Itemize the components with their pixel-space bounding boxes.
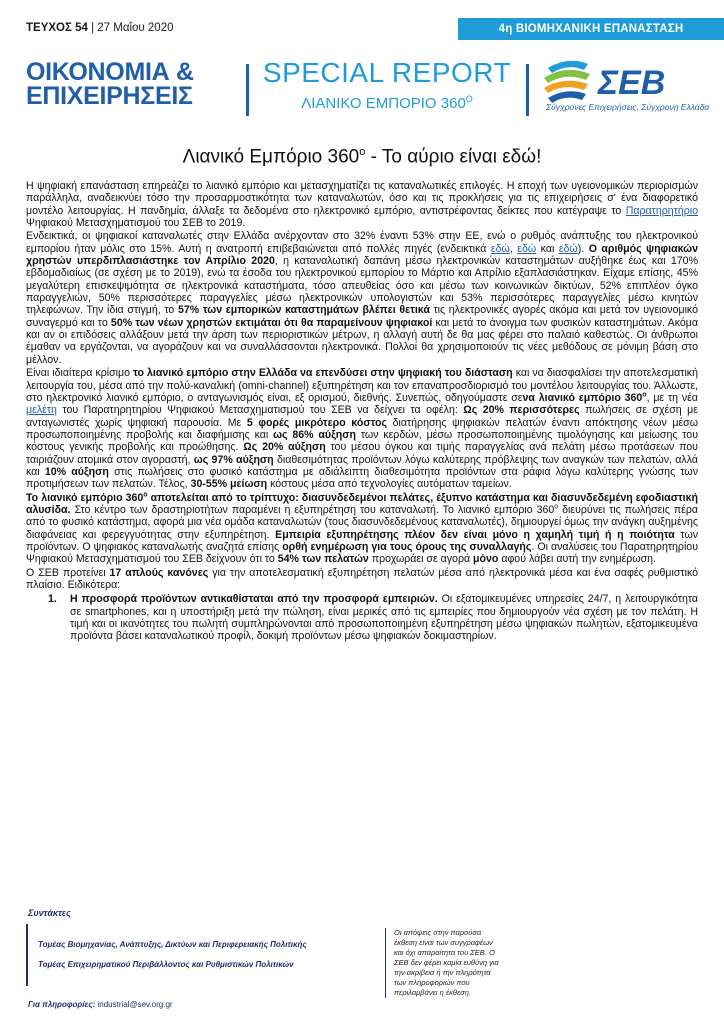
contact-info [28,1000,173,1009]
sev-logo-text: ΣΕΒ [598,64,666,102]
newsletter-name-line2: ΕΠΙΧΕΙΡΗΣΕΙΣ [26,82,193,110]
article-title: Λιανικό Εμπόριο $360^o$ - Το αύριο είναι εδώ! [182,146,542,168]
paragraph-2: Ενδεικτικά, οι ψηφιακοί καταναλωτές στην Ελλάδα ανέρχονταν στο 32% έναντι 53% στην ΕΕ, ενώ ο ρυθμός ανάπτυξης του ηλεκτρονικού εμπορίου ήταν μόλις στο 15%. Αυτή η ανατροπή επιβεβαιώνεται από πολλές πηγές (ενδεικτικά εδώ, εδώ και εδώ). Ο αριθμός ψηφιακών χρηστών υπερδιπλασιάστηκε τον Απρίλιο 2020, η καταναλωτική δαπάνη μέσω ηλεκτρονικών καταστημάτων αυξήθηκε έως και 170% εβδομαδιαίως (σε σχέση με το 2019), ενώ τα έσοδα του ηλεκτρονικού εμπορίου το Μάρτιο και Απρίλιο εξαπλασιάστηκαν. Είχαμε επίσης, 45% μεγαλύτερη επισκεψιμότητα σε ηλεκτρονικά καταστήματα, τόσο απευθείας όσο και μέσω των κοινωνικών δικτύων, 52% επιπλέον όγκο παραγγελιών, 50% περισσότερες παραγγελίες μέσω ηλεκτρονικών υπολογιστών και 53% περισσότερες παραγγελίες μέσω κινητών τηλεφώνων. Την ίδια στιγμή, το 57% των εμπορικών καταστημάτων βλέπει θετικά τις ηλεκτρονικές αγορές ακόμα και μετά τον υγειονομικό συναγερμό και το 50% των νέων χρηστών εκτιμάται ότι θα παραμείνουν ψηφιακοί και μετά το άνοιγμα των φυσικών καταστημάτων. Ακόμα και αν οι επιδόσεις αλλάξουν μετά την άρση των περιοριστικών μέτρων, η αλλαγή αυτή δε θα μας φέρει στο παλαιό καθεστώς. Οι άνθρωποι έμαθαν να εργάζονται, να αγοράζουν και να συναλλάσσονται ηλεκτρονικά. Πολλοί θα χρησιμοποιούν τις νέες μεθόδους σε μόνιμη βάση στο μέλλον. [26,230,698,366]
masthead-divider-left [246,64,249,116]
list-item-number: 1. [48,593,57,606]
paragraph-5: Ο ΣΕΒ προτείνει 17 απλούς κανόνες για την αποτελεσματική εξυπηρέτηση πελατών μέσα από ηλεκτρονικά μέσα και ένα σαφές ρυθμιστικό πλαίσιο. Ειδικότερα: [26,566,699,591]
source-link-2[interactable]: εδώ [517,242,537,255]
footer-divider [26,924,28,986]
contact-label: Για πληροφορίες: [28,1000,96,1009]
rules-list [26,593,698,642]
sev-tagline: Σύγχρονες Επιχειρήσεις, Σύγχρονη Ελλάδα [546,102,710,112]
paragraph-1: Η ψηφιακή επανάσταση επηρεάζει το λιανικό εμπόριο και μετασχηματίζει τις καταναλωτικές επιλογές. Η εποχή των υγειονομικών περιορισμών παράλληλα, αναδεικνύει τόσο την προσαρμοστικότητα των καταναλωτών, όσο και τις προκλήσεις για τις επιχειρήσεις σ' ένα διαφορετικό μοντέλο λειτουργίας. Η πανδημία, άλλαξε τα δεδομένα στο ηλεκτρονικό εμπόριο, αντιστρέφοντας δείκτες που κατέγραψε το Παρατηρητήριο Ψηφιακού Μετασχηματισμού του ΣΕΒ το 2019. [26,180,698,230]
article-body [26,180,698,643]
footer [26,908,698,1018]
issue-date: 27 Μαΐου 2020 [97,22,174,34]
source-link-1[interactable]: εδώ [490,242,510,255]
series-banner: 4η ΒΙΟΜΗΧΑΝΙΚΗ ΕΠΑΝΑΣΤΑΣΗ [458,18,724,40]
disclaimer: Οι απόψεις στην παρούσα έκθεση είναι των συγγραφέων και όχι απαραίτητα του ΣΕΒ. Ο ΣΕΒ δεν φέρει καμία ευθύνη για την ακρίβεια ή την πληρότητα των πληροφοριών που περιλαμβάνει η έκθεση. [385,928,504,998]
special-report-title: SPECIAL REPORT [262,57,512,88]
masthead-divider-right [526,64,529,116]
list-item: 1. Η προσφορά προϊόντων αντικαθίσταται από την προσφορά εμπειριών. Οι εξατομικευμένες υπηρεσίες 24/7, η λειτουργικότητα σε smartphones, και η υποστήριξη μετά την πώληση, είναι μερικές από τις εμπειρίες που δημιουργούν νέα σχέση με τον πελάτη. Η τιμή και οι ικανότητες του πωλητή συμπληρώνονται από προσωποποιημένη εξυπηρέτηση μέσω ψηφιακών πωλητών, εξατομικευμένα προϊόντα βάσει καταναλωτικού προφίλ, δοκιμή προϊόντων μέσω ψηφιακών δοκιμαστηρίων. [48,593,698,643]
source-link-3[interactable]: εδώ [558,242,578,255]
paragraph-4: Το λιανικό εμπόριο $360^o$ αποτελείται από το τρίπτυχο: διασυνδεδεμένοι πελάτες, έξυπνο κατάστημα και διασυνδεδεμένη εφοδιαστική αλυσίδα. Στο κέντρο των δραστηριοτήτων παραμένει η εξυπηρέτηση του καταναλωτή. Το λιανικό εμπόριο $360^o$ διευρύνει τις πωλήσεις πέρα από το φυσικό κατάστημα, αφορά μια νέα ομάδα καταναλωτών (τους διασυνδεδεμένους καταναλωτές), δημιουργεί όμως την ανάγκη αυξημένης διαφάνειας και φερεγγυότητας στην εξυπηρέτηση. Εμπειρία εξυπηρέτησης πλέον δεν είναι μόνο η χαμηλή τιμή ή η ποιότητα των προϊόντων. Ο ψηφιακός καταναλωτής αναζητά επίσης ορθή ενημέρωση για τους όρους της συναλλαγής. Οι αναλύσεις του Παρατηρητηρίου Ψηφιακού Μετασχηματισμού του ΣΕΒ δείχνουν ότι το 54% των πελατών προχωράει σε αγορά μόνο αφού λάβει αυτή την ενημέρωση. [26,491,699,566]
paragraph-3: Είναι ιδιαίτερα κρίσιμο το λιανικό εμπόριο στην Ελλάδα να επενδύσει στην ψηφιακή του διάσταση και να διασφαλίσει την αποτελεσματική λειτουργία του, μέσα από την πολύ-καναλική (omni-channel) εξυπηρέτηση και τον επαναπροσδιορισμό του μοντέλου λειτουργίας του. Άλλωστε, στο ηλεκτρονικό λιανικό εμπόριο, ο ανταγωνισμός είναι, εξ ορισμού, διεθνής. Συνεπώς, οδηγούμαστε σενα λιανικό εμπόριο $360^o$, με τη νέα μελέτη του Παρατηρητηρίου Ψηφιακού Μετασχηματισμού του ΣΕΒ να δείχνει τα οφέλη: Ως 20% περισσότερες πωλήσεις σε σχέση με ανταγωνιστές χωρίς ψηφιακή παρουσία. Με 5 φορές μικρότερο κόστος διατήρησης ψηφιακών πελατών έναντι απόκτησης νέων μέσω προσωποποιημένης προβολής και διαφήμισης και ως 86% αύξηση των κερδών, μέσω προσωποποιημένης τιμολόγησης και μείωσης του κόστους γενικής προβολής και προώθησης. Ως 20% αύξηση του μέσου όγκου και τιμής παραγγελίας ανά πελάτη μέσω προτάσεων που ταιριάζουν ατομικά στον αγοραστή, ως 97% αύξηση διαθεσιμότητας προϊόντων λόγω καλύτερης πρόβλεψης των αναγκών των πελατών, αλλά και 10% αύξηση στις πωλήσεις στο φυσικό κατάστημα με αδιάλειπτη διαθεσιμότητα προϊόντων στα ράφια λόγω καλύτερης γνώσης των προτιμήσεων των πελατών. Τέλος, 30-55% μείωση κόστους μέσα από τεχνολογίες αυτόματων ταμείων. [26,367,698,491]
newsletter-name [26,60,194,108]
study-link[interactable]: μελέτη [26,404,57,417]
issue-info: ΤΕΥΧΟΣ 54 | 27 Μαΐου 2020 [26,22,174,34]
observatory-link[interactable]: Παρατηρητήριο [625,204,698,217]
authors-heading: Συντάκτες [28,908,71,918]
masthead [26,54,710,124]
sev-logo-mark-icon [544,61,590,103]
newsletter-name-line1: ΟΙΚΟΝΟΜΙΑ & [26,58,194,86]
author-unit-1: Τομέας Βιομηχανίας, Ανάπτυξης, Δικτύων και Περιφερειακής Πολιτικής [38,940,307,949]
special-report-subtitle: ΛΙΑΝΙΚΟ ΕΜΠΟΡΙΟ $360^O$ [301,94,473,112]
special-report-block [256,58,518,115]
issue-number: ΤΕΥΧΟΣ 54 [26,22,88,34]
author-unit-2: Τομέας Επιχειρηματικού Περιβάλλοντος και Ρυθμιστικών Πολιτικών [38,960,294,969]
contact-email-link[interactable]: industrial@sev.org.gr [97,1000,173,1009]
